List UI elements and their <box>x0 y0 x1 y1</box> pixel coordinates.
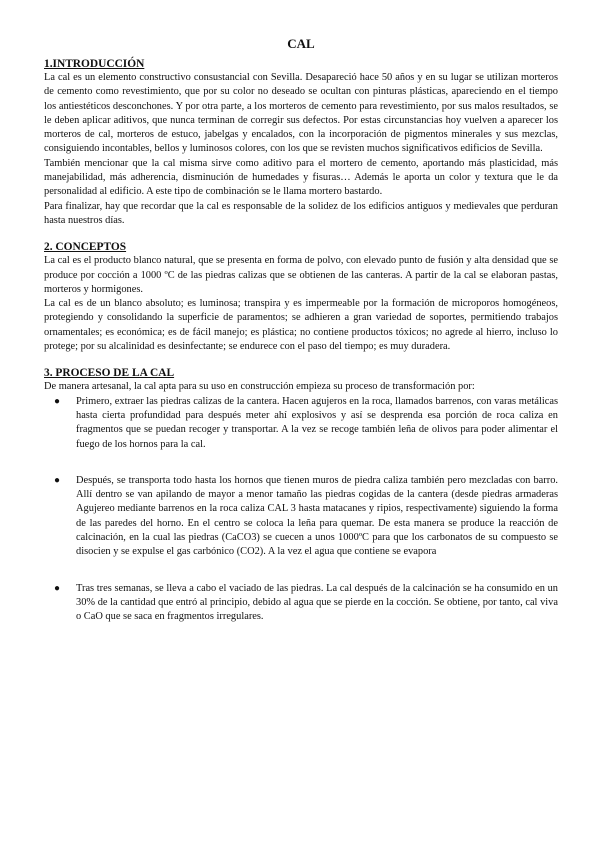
section-spacer <box>44 228 558 240</box>
list-item-text: Después, se transporta todo hasta los hornos que tienen muros de piedra caliza también pero mezcladas con barro. Allí dentro se van apilando de mayor a menor tamaño las piedras cogidas de la cantera (desde piedras armaderas Agujereo mediante barrenos en la roca caliza CAL 3 hasta matacanes y ripios, respectivamente) siguiendo la forma de las paredes del horno. En el centro se coloca la leña para quemar. De esta manera se produce la reacción de calcinación, en la cual las piedras (CaCO3) se cuecen a unos 1000ºC para que los carbonatos de su compuesto se disocien y se expulse el gas carbónico (CO2). A la vez el agua que contiene se evapora <box>76 474 558 558</box>
list-item-text: Primero, extraer las piedras calizas de la cantera. Hacen agujeros en la roca, llamados barrenos, con varas metálicas hasta cierta profundidad para después meter ahí explosivos y así se desprenda esa porción de roca caliza en fragmentos que se puedan recoger y transportar. A la vez se recoge también leña de olivos para poder alimentar el fuego de los hornos para la cal. <box>76 395 558 450</box>
document-title: CAL <box>287 36 315 51</box>
proceso-bullet-list <box>44 395 558 625</box>
bullet-icon: ● <box>54 474 61 486</box>
section-heading-proceso: 3. PROCESO DE LA CAL <box>44 367 175 380</box>
intro-paragraph-2: También mencionar que la cal misma sirve como aditivo para el mortero de cemento, aportando más plasticidad, más manejabilidad, más adherencia, disminución de humedades y fisuras… Además le aporta un color y textura que le da personalidad al edificio. A este tipo de combinación se le llama mortero bastardo. <box>44 157 558 198</box>
conceptos-paragraph-1: La cal es el producto blanco natural, que se presenta en forma de polvo, con elevado punto de fusión y alta densidad que se produce por cocción a 1000 ºC de las piedras calizas que se obtienen de las canteras. A partir de la cal se elaboran pastas, morteros y hormigones. <box>44 255 558 295</box>
intro-paragraph-3: Para finalizar, hay que recordar que la cal es responsable de la solidez de los edificios antiguos y medievales que perduran hasta nuestros días. <box>44 200 558 226</box>
list-item <box>44 474 558 560</box>
proceso-intro: De manera artesanal, la cal apta para su uso en construcción empieza su proceso de transformación por: <box>44 381 475 393</box>
list-item <box>44 582 558 625</box>
conceptos-paragraph-2: La cal es de un blanco absoluto; es luminosa; transpira y es impermeable por la formación de microporos homogéneos, protegiendo y consolidando la superficie de paramentos; se adhieren a gran variedad de soportes, permitiendo trabajos ornamentales; es económica; es de fácil manejo; es plástica; no contiene productos tóxicos; no agrede al hierro, incluso lo protege; por su alcalinidad es desinfectante; se endurece con el paso del tiempo; es muy duradera. <box>44 298 558 353</box>
bullet-icon: ● <box>54 395 61 407</box>
bullet-icon: ● <box>54 582 61 594</box>
list-spacer <box>44 452 558 474</box>
intro-paragraph-1: La cal es un elemento constructivo consustancial con Sevilla. Desapareció hace 50 años y en su lugar se utilizan morteros de cemento como revestimiento, que por su color no deseado se ocultan con pinturas plásticas, apareciendo en el tiempo los antiestéticos desconchones. Y por otra parte, a los morteros de cemento para revestimiento, por sus malos resultados, se le deben aplicar aditivos, que nunca terminan de corregir sus defectos. Por estas circunstancias hoy vuelven a aparecer los morteros de cal, morteros de estuco, jabelgas y encalados, con la incorporación de pigmentos minerales y sus mezclas, consiguiendo incontables, bellos y luminosos colores, con los que se revisten muchos significativos edificios de Sevilla. <box>44 72 558 155</box>
list-item <box>44 395 558 452</box>
list-item-text: Tras tres semanas, se lleva a cabo el vaciado de las piedras. La cal después de la calcinación se ha consumido en un 30% de la cantidad que entró al principio, debido al agua que se pierde en la cocción. Se obtiene, por tanto, cal viva o CaO que se saca en fragmentos irregulares. <box>76 582 558 623</box>
document-page <box>44 36 558 625</box>
list-spacer <box>44 560 558 582</box>
section-spacer <box>44 354 558 366</box>
section-heading-conceptos: 2. CONCEPTOS <box>44 241 127 254</box>
section-heading-introduccion: 1.INTRODUCCIÓN <box>44 58 145 70</box>
